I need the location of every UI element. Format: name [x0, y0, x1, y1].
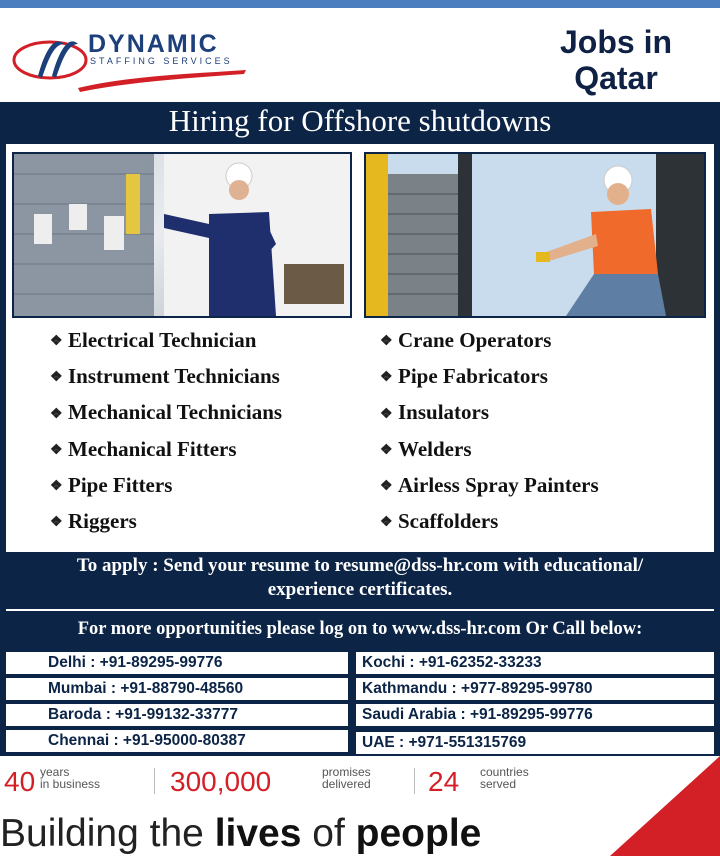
diamond-bullet-icon: ❖	[50, 370, 63, 386]
list-item: ❖ Instrument Technicians	[50, 364, 280, 389]
crane-operator-photo	[364, 152, 706, 318]
page-title	[546, 24, 686, 96]
more-opportunities: For more opportunities please log on to www.dss-hr.com Or Call below:	[77, 619, 643, 639]
tagline: Building the lives of people	[0, 812, 482, 855]
content-area	[6, 144, 714, 552]
divider	[6, 609, 714, 611]
list-item: ❖ Electrical Technician	[50, 328, 257, 352]
list-item: ❖ Scaffolders	[380, 508, 499, 533]
footer	[0, 756, 720, 858]
list-item: ❖ Riggers	[50, 508, 137, 533]
electrician-illustration-icon	[14, 154, 350, 316]
title-line-2: Qatar	[574, 60, 658, 96]
stat-separator	[414, 768, 415, 794]
logo-subtitle: STAFFING SERVICES	[90, 56, 233, 66]
stat-label: countries served	[480, 765, 529, 791]
diamond-bullet-icon: ❖	[50, 406, 63, 422]
apply-line-2: experience certificates.	[267, 579, 453, 600]
contact-table	[0, 648, 720, 756]
list-item: ❖ Pipe Fitters	[50, 472, 173, 497]
diamond-bullet-icon: ❖	[50, 478, 63, 494]
diamond-bullet-icon: ❖	[50, 515, 63, 531]
diamond-bullet-icon: ❖	[380, 406, 393, 422]
title-line-1: Jobs in	[559, 24, 672, 60]
stat-number: 24	[428, 766, 460, 797]
diamond-bullet-icon: ❖	[50, 334, 63, 350]
stat-separator	[154, 768, 155, 794]
stat-number: 40	[4, 766, 36, 797]
header	[0, 8, 720, 102]
contact-row: UAE : +971-551315769	[356, 732, 714, 754]
electrician-photo	[12, 152, 352, 318]
diamond-bullet-icon: ❖	[380, 370, 393, 386]
stat-number: 300,000	[170, 766, 272, 797]
list-item: ❖ Mechanical Fitters	[50, 436, 237, 461]
crane-operator-illustration-icon	[366, 154, 704, 316]
stat-label: years in business	[40, 765, 101, 791]
contact-row: Chennai : +91-95000-80387	[6, 730, 348, 752]
contact-row: Baroda : +91-99132-33777	[6, 704, 348, 726]
apply-line-1: To apply : Send your resume to resume@dss-hr.com with educational/	[76, 555, 644, 576]
job-list-left	[50, 322, 282, 539]
list-item: ❖ Airless Spray Painters	[380, 472, 599, 497]
hiring-banner: Hiring for Offshore shutdowns	[168, 103, 552, 138]
list-item: ❖ Mechanical Technicians	[50, 400, 283, 425]
contact-row: Delhi : +91-89295-99776	[6, 652, 348, 674]
top-accent-bar	[0, 0, 720, 8]
diamond-bullet-icon: ❖	[380, 442, 393, 458]
list-item: ❖ Insulators	[380, 400, 490, 425]
logo-name: DYNAMIC	[88, 30, 219, 58]
contact-row: Kochi : +91-62352-33233	[356, 652, 714, 674]
main-panel	[0, 102, 720, 756]
list-item: ❖ Crane Operators	[380, 328, 552, 352]
contact-row: Saudi Arabia : +91-89295-99776	[356, 704, 714, 726]
contact-row: Mumbai : +91-88790-48560	[6, 678, 348, 700]
red-corner-shape-icon	[600, 756, 720, 856]
apply-instructions	[0, 554, 720, 602]
diamond-bullet-icon: ❖	[380, 478, 393, 494]
contact-row: Kathmandu : +977-89295-99780	[356, 678, 714, 700]
diamond-bullet-icon: ❖	[380, 334, 393, 350]
list-item: ❖ Pipe Fabricators	[380, 364, 548, 389]
diamond-bullet-icon: ❖	[50, 442, 63, 458]
diamond-bullet-icon: ❖	[380, 515, 393, 531]
job-list-right	[380, 322, 599, 539]
stat-label: promises delivered	[322, 765, 371, 791]
list-item: ❖ Welders	[380, 436, 472, 461]
